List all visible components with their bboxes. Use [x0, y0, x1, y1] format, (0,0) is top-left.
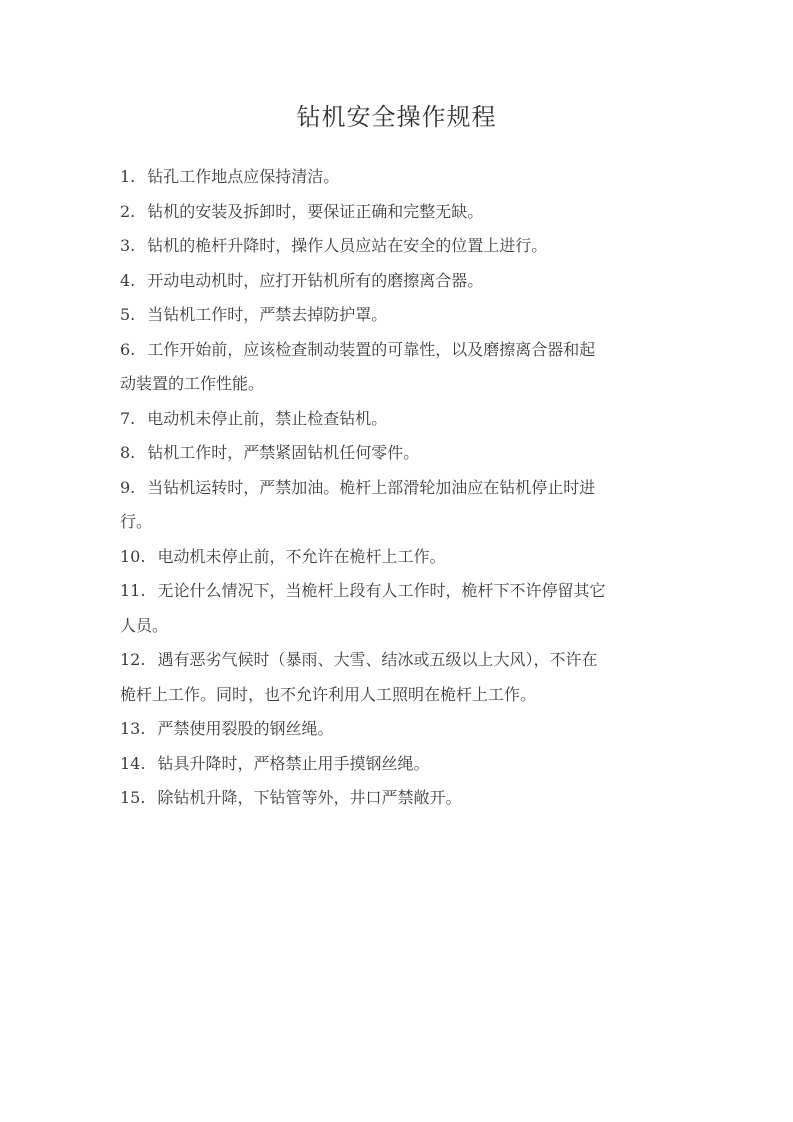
item-number: 2.: [120, 201, 136, 221]
list-item-10: [120, 540, 680, 575]
item-number: 12.: [120, 650, 146, 669]
list-item-4: [120, 264, 680, 299]
item-text: 钻机工作时，严禁紧固钻机任何零件。: [147, 443, 420, 462]
list-item-2: [120, 195, 680, 230]
item-text: 除钻机升降，下钻管等外，井口严禁敞开。: [157, 788, 462, 807]
item-text-continuation: 动装置的工作性能。: [120, 374, 265, 393]
item-number: 4.: [120, 270, 136, 290]
item-text: 当钻机工作时，严禁去掉防护罩。: [147, 305, 388, 324]
item-number: 14.: [120, 753, 146, 773]
item-number: 13.: [120, 719, 146, 738]
item-text: 钻机的桅杆升降时，操作人员应站在安全的位置上进行。: [147, 236, 548, 255]
item-number: 11.: [120, 581, 146, 600]
list-item-7: [120, 402, 680, 437]
list-item-5: [120, 298, 680, 333]
item-number: 3.: [120, 236, 136, 255]
list-item-6: [120, 333, 680, 402]
item-text: 无论什么情况下，当桅杆上段有人工作时，桅杆下不许停留其它: [157, 581, 606, 600]
item-text: 严禁使用裂股的钢丝绳。: [157, 719, 334, 738]
list-item-1: [120, 160, 680, 195]
list-item-11: [120, 574, 680, 643]
document-title: 钻机安全操作规程: [296, 103, 497, 131]
item-number: 5.: [120, 305, 136, 324]
item-text-continuation: 桅杆上工作。同时，也不允许利用人工照明在桅杆上工作。: [120, 684, 537, 704]
item-text: 工作开始前，应该检查制动装置的可靠性，以及磨擦离合器和起: [147, 339, 596, 359]
item-text: 开动电动机时，应打开钻机所有的磨擦离合器。: [147, 270, 484, 290]
list-item-15: [120, 781, 680, 816]
item-text: 遇有恶劣气候时（暴雨、大雪、结冰或五级以上大风），不许在: [157, 650, 598, 669]
item-text-continuation: 人员。: [120, 615, 169, 635]
item-text: 钻具升降时，严格禁止用手摸钢丝绳。: [157, 753, 430, 773]
item-number: 7.: [120, 408, 136, 428]
list-item-12: [120, 643, 680, 712]
item-text: 钻机的安装及拆卸时，要保证正确和完整无缺。: [147, 201, 484, 221]
item-text-continuation: 行。: [120, 512, 153, 531]
item-number: 8.: [120, 443, 136, 462]
item-text: 电动机未停止前，禁止检查钻机。: [147, 408, 388, 428]
item-number: 9.: [120, 477, 136, 497]
list-item-3: [120, 229, 680, 264]
document-body: [120, 160, 680, 816]
item-number: 15.: [120, 788, 146, 807]
item-number: 1.: [120, 167, 136, 186]
list-item-8: [120, 436, 680, 471]
item-number: 6.: [120, 339, 136, 359]
item-text: 钻孔工作地点应保持清洁。: [147, 167, 340, 186]
item-number: 10.: [120, 546, 146, 566]
item-text: 当钻机运转时，严禁加油。桅杆上部滑轮加油应在钻机停止时进: [147, 477, 596, 497]
list-item-13: [120, 712, 680, 747]
list-item-9: [120, 471, 680, 540]
list-item-14: [120, 747, 680, 782]
item-text: 电动机未停止前，不允许在桅杆上工作。: [157, 546, 446, 566]
